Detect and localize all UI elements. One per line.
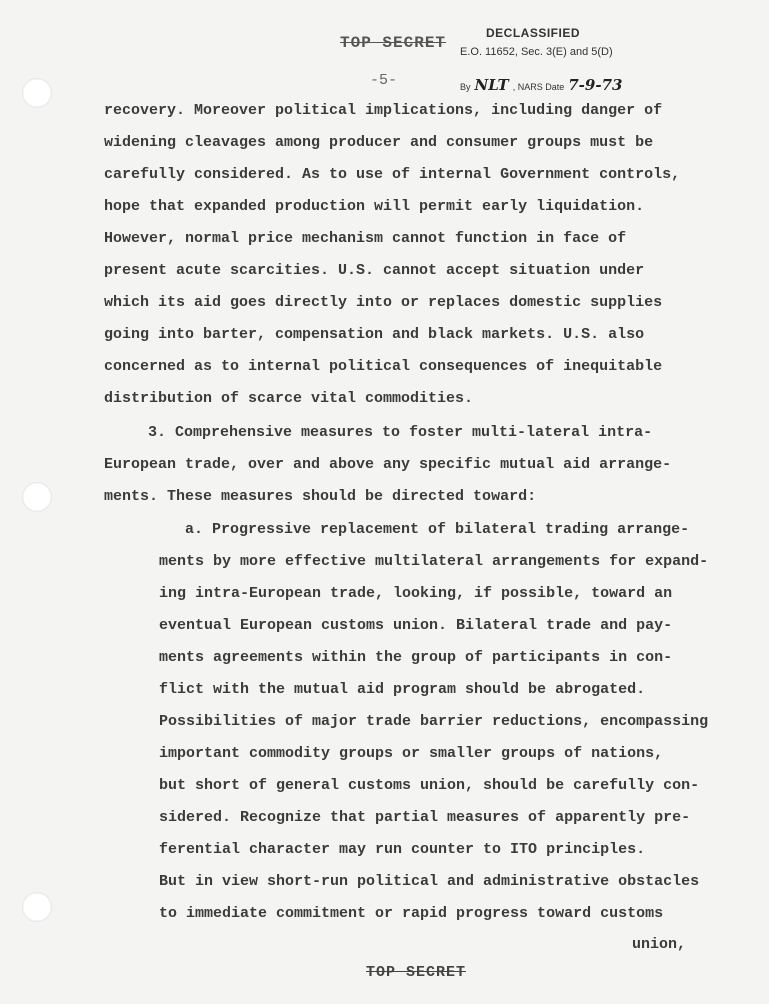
text-line: widening cleavages among producer and consumer groups must be	[104, 134, 654, 151]
text-line: but short of general customs union, should be carefully con-	[159, 777, 700, 794]
text-line: eventual European customs union. Bilateral trade and pay-	[159, 617, 673, 634]
text-line: European trade, over and above any specific mutual aid arrange-	[104, 456, 672, 473]
text-line: flict with the mutual aid program should be abrogated.	[159, 681, 646, 698]
text-line: ments by more effective multilateral arrangements for expand-	[159, 553, 709, 570]
text-line: a. Progressive replacement of bilateral trading arrange-	[185, 521, 690, 538]
text-line: union,	[632, 936, 687, 953]
text-line: 3. Comprehensive measures to foster multi-lateral intra-	[148, 424, 653, 441]
text-line: Possibilities of major trade barrier reductions, encompassing	[159, 713, 709, 730]
declassification-signoff	[460, 76, 622, 94]
text-line: sidered. Recognize that partial measures of apparently pre-	[159, 809, 691, 826]
text-line: important commodity groups or smaller groups of nations,	[159, 745, 664, 762]
by-initials: NLT	[474, 76, 509, 94]
by-label: By	[460, 82, 471, 92]
declassification-authority: E.O. 11652, Sec. 3(E) and 5(D)	[460, 46, 613, 58]
text-line: However, normal price mechanism cannot function in face of	[104, 230, 627, 247]
punch-hole	[22, 78, 52, 108]
text-line: But in view short-run political and administrative obstacles	[159, 873, 700, 890]
punch-hole	[22, 892, 52, 922]
page-number: -5-	[370, 72, 398, 89]
declassification-stamp	[460, 26, 622, 94]
declassified-title: DECLASSIFIED	[486, 26, 581, 40]
text-line: ments agreements within the group of participants in con-	[159, 649, 673, 666]
punch-hole	[22, 482, 52, 512]
nars-date-label: , NARS Date	[512, 82, 565, 92]
text-line: recovery. Moreover political implications, including danger of	[104, 102, 663, 119]
text-line: to immediate commitment or rapid progress toward customs	[159, 905, 664, 922]
text-line: ing intra-European trade, looking, if possible, toward an	[159, 585, 673, 602]
text-line: concerned as to internal political consequences of inequitable	[104, 358, 663, 375]
text-line: distribution of scarce vital commodities.	[104, 390, 474, 407]
text-line: ferential character may run counter to ITO principles.	[159, 841, 646, 858]
text-line: carefully considered. As to use of internal Government controls,	[104, 166, 681, 183]
text-line: which its aid goes directly into or replaces domestic supplies	[104, 294, 663, 311]
text-line: ments. These measures should be directed toward:	[104, 488, 537, 505]
declassification-date: 7-9-73	[568, 76, 623, 94]
text-line: hope that expanded production will permit early liquidation.	[104, 198, 645, 215]
classification-marking-top: TOP SECRET	[340, 34, 447, 52]
classification-marking-bottom: TOP SECRET	[366, 964, 467, 981]
text-line: present acute scarcities. U.S. cannot accept situation under	[104, 262, 645, 279]
text-line: going into barter, compensation and black markets. U.S. also	[104, 326, 645, 343]
